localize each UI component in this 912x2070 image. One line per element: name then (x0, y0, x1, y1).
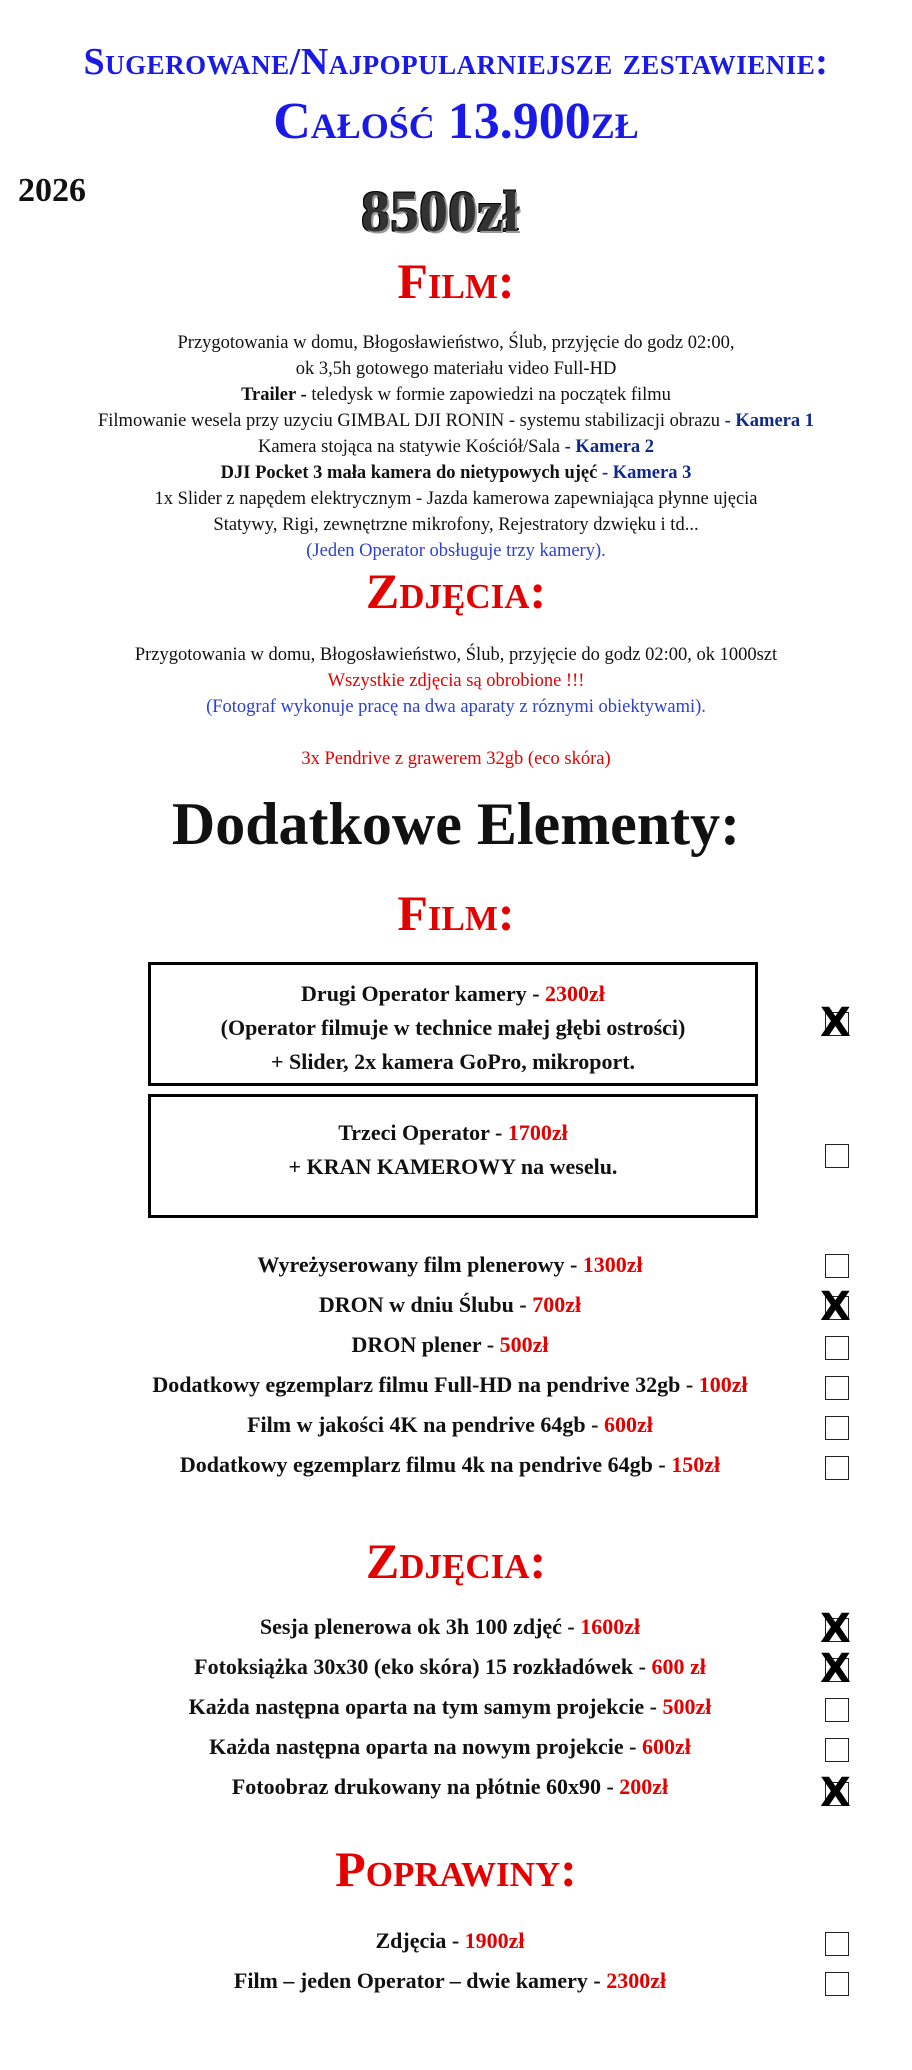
checkbox-extra-4k[interactable] (825, 1456, 849, 1480)
checkbox-next-new-project[interactable] (825, 1738, 849, 1762)
option-label: Sesja plenerowa ok 3h 100 zdjęć - (259, 1614, 581, 1639)
photo-line-2: Wszystkie zdjęcia są obrobione !!! (327, 671, 585, 691)
check-x-icon: X (820, 1284, 851, 1330)
third-operator-label: Trzeci Operator - (338, 1120, 508, 1145)
checkbox-second-operator[interactable] (820, 1000, 851, 1046)
checkbox-canvas-print[interactable] (820, 1770, 851, 1816)
checkbox-third-operator[interactable] (825, 1144, 849, 1168)
photo-option-row (60, 1614, 840, 1640)
option-label: Film w jakości 4K na pendrive 64gb - (247, 1412, 604, 1437)
photo-option-row (60, 1694, 840, 1720)
film-option-row (60, 1292, 840, 1318)
film-pocket-line (0, 460, 912, 486)
extras-title: Dodatkowe Elementy: (171, 791, 741, 857)
pocket-desc: DJI Pocket 3 mała kamera do nietypowych ujęć (220, 463, 602, 483)
option-price: 1600zł (580, 1614, 641, 1639)
second-operator-line (151, 977, 755, 1011)
checkbox-dron-plener[interactable] (825, 1336, 849, 1360)
film-line-2: ok 3,5h gotowego materiału video Full-HD (295, 359, 617, 379)
film-gimbal-line (0, 408, 912, 434)
option-price: 150zł (671, 1452, 721, 1477)
option-label: Dodatkowy egzemplarz filmu 4k na pendrive 64gb - (179, 1452, 672, 1477)
gimbal-desc: Filmowanie wesela przy uzyciu GIMBAL DJI RONIN - systemu stabilizacji obrazu (97, 411, 725, 431)
film-operator-note: (Jeden Operator obsługuje trzy kamery). (306, 541, 606, 561)
film-option-row (60, 1452, 840, 1478)
trailer-desc: teledysk w formie zapowiedzi na początek filmu (306, 385, 671, 405)
poprawiny-option-row (60, 1928, 840, 1954)
check-x-icon: X (820, 1606, 851, 1652)
photo-line-1: Przygotowania w domu, Błogosławieństwo, Ślub, przyjęcie do godz 02:00, ok 1000szt (134, 645, 778, 665)
option-label: DRON plener - (351, 1332, 500, 1357)
option-price: 600 zł (651, 1654, 706, 1679)
film-option-row (60, 1252, 840, 1278)
headline-total-price: Całość 13.900zł (273, 93, 639, 150)
third-operator-line (151, 1116, 755, 1150)
option-label: DRON w dniu Ślubu - (318, 1292, 533, 1317)
checkbox-poprawiny-photos[interactable] (825, 1932, 849, 1956)
third-operator-price: 1700zł (507, 1120, 568, 1145)
extras-film-title: Film: (397, 885, 515, 941)
checkbox-extra-fullhd[interactable] (825, 1376, 849, 1400)
checkbox-dron-wedding[interactable] (820, 1284, 851, 1330)
option-label: Dodatkowy egzemplarz filmu Full-HD na pendrive 32gb - (152, 1372, 699, 1397)
second-operator-price: 2300zł (545, 981, 605, 1006)
photo-option-row (60, 1734, 840, 1760)
option-price: 500zł (662, 1694, 712, 1719)
poprawiny-option-row (60, 1968, 840, 1994)
check-x-icon: X (820, 1000, 851, 1046)
base-price: 8500zł (361, 179, 519, 244)
camera-1-label: - Kamera 1 (724, 411, 814, 431)
photo-option-row (60, 1774, 840, 1800)
option-price: 1300zł (582, 1252, 643, 1277)
film-section-title: Film: (397, 253, 515, 309)
option-price: 100zł (698, 1372, 748, 1397)
third-operator-desc: + KRAN KAMEROWY na weselu. (288, 1154, 618, 1179)
checkbox-film-plener[interactable] (825, 1254, 849, 1278)
option-box-third-operator (148, 1094, 758, 1218)
second-operator-extras: + Slider, 2x kamera GoPro, mikroport. (270, 1049, 636, 1074)
poprawiny-title: Poprawiny: (335, 1841, 577, 1897)
checkbox-plener-session[interactable] (820, 1606, 851, 1652)
check-x-icon: X (820, 1646, 851, 1692)
option-label: Wyreżyserowany film plenerowy - (257, 1252, 583, 1277)
checkbox-photobook[interactable] (820, 1646, 851, 1692)
camera-3-label: - Kamera 3 (601, 463, 692, 483)
film-slider-line: 1x Slider z napędem elektrycznym - Jazda kamerowa zapewniająca płynne ujęcia (154, 489, 758, 509)
option-price: 2300zł (606, 1968, 667, 1993)
option-label: Każda następna oparta na tym samym projekcie - (188, 1694, 663, 1719)
pendrive-line: 3x Pendrive z grawerem 32gb (eco skóra) (301, 749, 611, 769)
film-tripod-line (0, 434, 912, 460)
option-price: 600zł (642, 1734, 691, 1759)
option-price: 200zł (619, 1774, 669, 1799)
photo-option-row (60, 1654, 840, 1680)
option-label: Film – jeden Operator – dwie kamery - (233, 1968, 607, 1993)
headline-suggested: Sugerowane/Najpopularniejsze zestawienie: (83, 41, 829, 83)
checkbox-next-same-project[interactable] (825, 1698, 849, 1722)
option-label: Zdjęcia - (375, 1928, 465, 1953)
film-trailer-line (0, 382, 912, 408)
option-price: 500zł (499, 1332, 549, 1357)
option-label: Fotoobraz drukowany na płótnie 60x90 - (231, 1774, 620, 1799)
second-operator-desc: (Operator filmuje w technice małej głębi ostrości) (220, 1015, 686, 1040)
option-label: Każda następna oparta na nowym projekcie - (209, 1734, 642, 1759)
option-price: 600zł (604, 1412, 653, 1437)
option-price: 1900zł (464, 1928, 525, 1953)
film-misc-line: Statywy, Rigi, zewnętrzne mikrofony, Rejestratory dzwięku i td... (213, 515, 699, 535)
film-option-row (60, 1412, 840, 1438)
camera-2-label: - Kamera 2 (564, 437, 655, 457)
option-price: 700zł (532, 1292, 582, 1317)
check-x-icon: X (820, 1770, 851, 1816)
film-line-1: Przygotowania w domu, Błogosławieństwo, Ślub, przyjęcie do godz 02:00, (177, 333, 735, 353)
photo-section-title: Zdjęcia: (365, 563, 547, 619)
checkbox-film-4k[interactable] (825, 1416, 849, 1440)
film-option-row (60, 1372, 840, 1398)
option-label: Fotoksiążka 30x30 (eko skóra) 15 rozkładówek - (194, 1654, 652, 1679)
film-option-row (60, 1332, 840, 1358)
trailer-label: Trailer - (241, 385, 307, 405)
tripod-desc: Kamera stojąca na statywie Kościół/Sala (257, 437, 565, 457)
checkbox-poprawiny-film[interactable] (825, 1972, 849, 1996)
photo-line-3: (Fotograf wykonuje pracę na dwa aparaty z róznymi obiektywami). (206, 697, 706, 717)
extras-photo-title: Zdjęcia: (365, 1533, 547, 1589)
option-box-second-operator (148, 962, 758, 1086)
year-label: 2026 (18, 172, 86, 209)
second-operator-label: Drugi Operator kamery - (301, 981, 546, 1006)
